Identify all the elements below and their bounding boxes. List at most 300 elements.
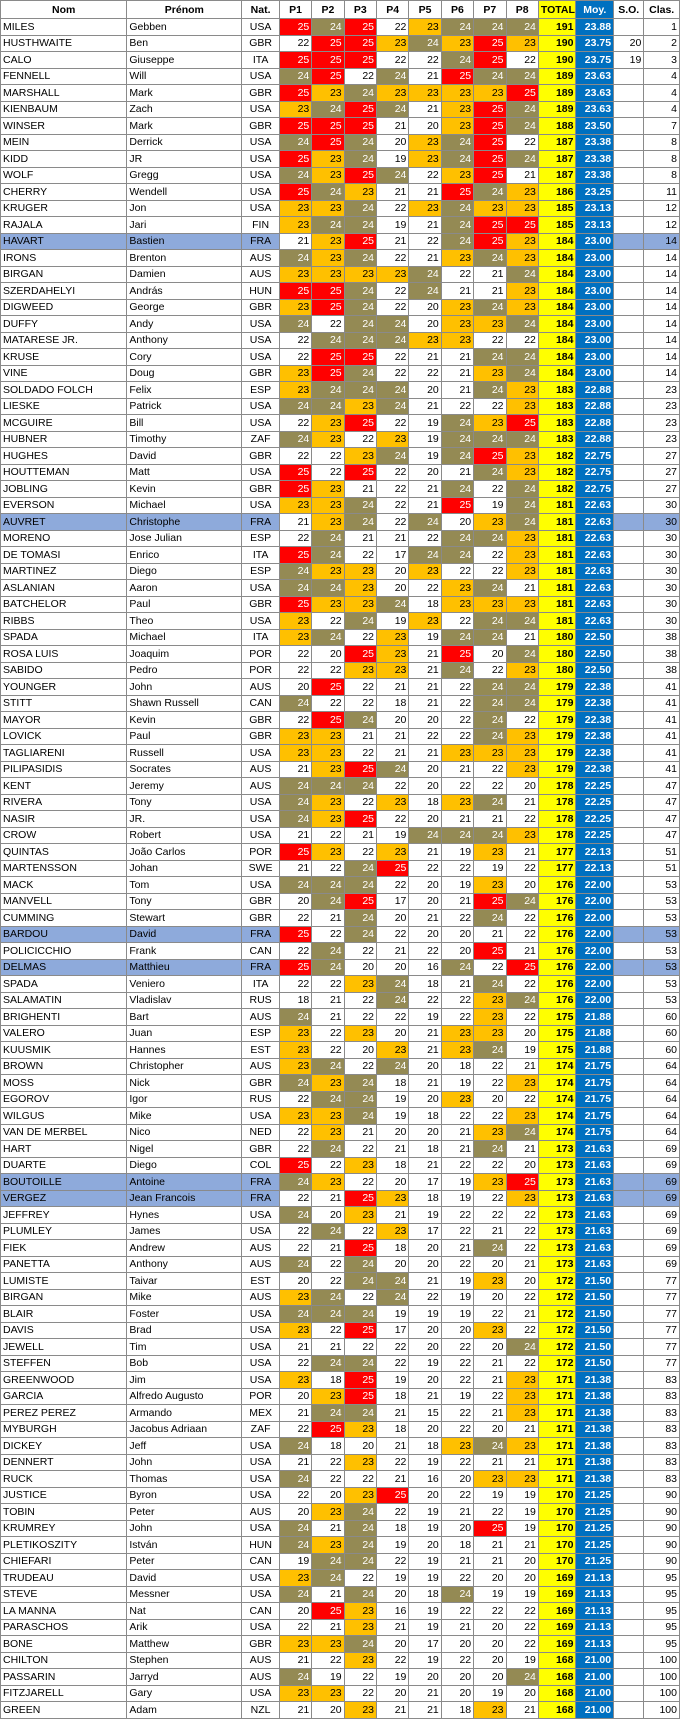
cell-so bbox=[614, 1454, 644, 1471]
cell-total: 184 bbox=[538, 299, 576, 316]
cell-clas: 95 bbox=[644, 1619, 680, 1636]
cell-total: 184 bbox=[538, 233, 576, 250]
cell-moy: 21.63 bbox=[576, 1223, 614, 1240]
cell-prenom: Christophe bbox=[127, 514, 242, 531]
cell-p5: 18 bbox=[409, 794, 441, 811]
cell-prenom: Michael bbox=[127, 629, 242, 646]
cell-p8: 23 bbox=[506, 1108, 538, 1125]
cell-p1: 24 bbox=[279, 877, 311, 894]
cell-p1: 22 bbox=[279, 646, 311, 663]
cell-nom: TAGLIARENI bbox=[1, 745, 127, 762]
cell-p8: 23 bbox=[506, 250, 538, 267]
cell-nat: USA bbox=[242, 1471, 280, 1488]
table-row bbox=[1, 794, 680, 811]
cell-nom: ROSA LUIS bbox=[1, 646, 127, 663]
cell-p6: 24 bbox=[441, 19, 473, 36]
cell-clas: 3 bbox=[644, 52, 680, 69]
cell-clas: 77 bbox=[644, 1339, 680, 1356]
table-row bbox=[1, 1438, 680, 1455]
cell-p4: 24 bbox=[377, 761, 409, 778]
cell-p6: 22 bbox=[441, 695, 473, 712]
cell-p2: 25 bbox=[312, 299, 344, 316]
cell-p1: 21 bbox=[279, 233, 311, 250]
cell-moy: 22.63 bbox=[576, 497, 614, 514]
cell-p3: 21 bbox=[344, 530, 376, 547]
cell-total: 171 bbox=[538, 1372, 576, 1389]
cell-prenom: Derrick bbox=[127, 134, 242, 151]
cell-nom: HART bbox=[1, 1141, 127, 1158]
cell-total: 172 bbox=[538, 1289, 576, 1306]
cell-p1: 23 bbox=[279, 1685, 311, 1702]
cell-p5: 21 bbox=[409, 695, 441, 712]
cell-p4: 19 bbox=[377, 217, 409, 234]
cell-p5: 19 bbox=[409, 629, 441, 646]
cell-p6: 21 bbox=[441, 1553, 473, 1570]
cell-p6: 22 bbox=[441, 1405, 473, 1422]
cell-p5: 18 bbox=[409, 596, 441, 613]
cell-so bbox=[614, 1685, 644, 1702]
cell-moy: 21.63 bbox=[576, 1190, 614, 1207]
cell-p3: 22 bbox=[344, 695, 376, 712]
cell-p7: 22 bbox=[474, 1075, 506, 1092]
cell-nat: USA bbox=[242, 811, 280, 828]
cell-p8: 25 bbox=[506, 959, 538, 976]
cell-p3: 23 bbox=[344, 596, 376, 613]
cell-nom: PEREZ PEREZ bbox=[1, 1405, 127, 1422]
cell-nat: SWE bbox=[242, 860, 280, 877]
cell-p3: 25 bbox=[344, 19, 376, 36]
cell-p8: 20 bbox=[506, 877, 538, 894]
cell-p8: 23 bbox=[506, 35, 538, 52]
cell-p7: 23 bbox=[474, 844, 506, 861]
cell-p4: 23 bbox=[377, 85, 409, 102]
cell-nom: RIBBS bbox=[1, 613, 127, 630]
cell-p4: 22 bbox=[377, 415, 409, 432]
cell-p5: 20 bbox=[409, 778, 441, 795]
cell-p3: 25 bbox=[344, 167, 376, 184]
cell-nom: RAJALA bbox=[1, 217, 127, 234]
cell-p6: 22 bbox=[441, 563, 473, 580]
cell-p2: 23 bbox=[312, 1124, 344, 1141]
cell-p6: 20 bbox=[441, 1636, 473, 1653]
cell-nat: GBR bbox=[242, 728, 280, 745]
header-p8: P8 bbox=[506, 1, 538, 19]
cell-p1: 23 bbox=[279, 299, 311, 316]
cell-p1: 21 bbox=[279, 1405, 311, 1422]
cell-p5: 20 bbox=[409, 1256, 441, 1273]
cell-p2: 23 bbox=[312, 233, 344, 250]
cell-clas: 41 bbox=[644, 712, 680, 729]
cell-p4: 22 bbox=[377, 464, 409, 481]
cell-p8: 24 bbox=[506, 151, 538, 168]
cell-moy: 22.00 bbox=[576, 992, 614, 1009]
cell-p5: 23 bbox=[409, 134, 441, 151]
cell-prenom: Tim bbox=[127, 1339, 242, 1356]
cell-p8: 24 bbox=[506, 68, 538, 85]
cell-prenom: Stewart bbox=[127, 910, 242, 927]
cell-p4: 21 bbox=[377, 1471, 409, 1488]
cell-p3: 22 bbox=[344, 1058, 376, 1075]
cell-p8: 20 bbox=[506, 1570, 538, 1587]
cell-so bbox=[614, 1108, 644, 1125]
cell-clas: 100 bbox=[644, 1669, 680, 1686]
cell-nat: USA bbox=[242, 184, 280, 201]
cell-p2: 23 bbox=[312, 844, 344, 861]
cell-p7: 22 bbox=[474, 959, 506, 976]
cell-p8: 24 bbox=[506, 514, 538, 531]
table-row bbox=[1, 1124, 680, 1141]
cell-prenom: Hynes bbox=[127, 1207, 242, 1224]
table-row bbox=[1, 844, 680, 861]
cell-p7: 21 bbox=[474, 1537, 506, 1554]
cell-total: 171 bbox=[538, 1405, 576, 1422]
cell-p1: 24 bbox=[279, 778, 311, 795]
cell-moy: 21.75 bbox=[576, 1058, 614, 1075]
cell-moy: 22.50 bbox=[576, 646, 614, 663]
cell-clas: 23 bbox=[644, 398, 680, 415]
cell-p5: 18 bbox=[409, 1438, 441, 1455]
table-row bbox=[1, 514, 680, 531]
cell-moy: 22.00 bbox=[576, 943, 614, 960]
cell-moy: 22.50 bbox=[576, 629, 614, 646]
cell-clas: 77 bbox=[644, 1355, 680, 1372]
cell-clas: 53 bbox=[644, 959, 680, 976]
cell-prenom: Veniero bbox=[127, 976, 242, 993]
cell-p2: 23 bbox=[312, 1636, 344, 1653]
cell-nom: BIRGAN bbox=[1, 266, 127, 283]
cell-p5: 22 bbox=[409, 530, 441, 547]
table-row bbox=[1, 992, 680, 1009]
cell-total: 171 bbox=[538, 1471, 576, 1488]
cell-moy: 23.75 bbox=[576, 52, 614, 69]
cell-p7: 21 bbox=[474, 1553, 506, 1570]
cell-p2: 22 bbox=[312, 926, 344, 943]
cell-p3: 24 bbox=[344, 514, 376, 531]
table-row bbox=[1, 959, 680, 976]
cell-p4: 17 bbox=[377, 1322, 409, 1339]
cell-p8: 21 bbox=[506, 1702, 538, 1719]
cell-p2: 23 bbox=[312, 1108, 344, 1125]
cell-prenom: Arik bbox=[127, 1619, 242, 1636]
cell-p4: 22 bbox=[377, 250, 409, 267]
cell-total: 181 bbox=[538, 580, 576, 597]
cell-p3: 22 bbox=[344, 1289, 376, 1306]
cell-moy: 22.00 bbox=[576, 877, 614, 894]
cell-prenom: Nico bbox=[127, 1124, 242, 1141]
cell-p5: 24 bbox=[409, 827, 441, 844]
cell-p4: 21 bbox=[377, 745, 409, 762]
cell-p6: 24 bbox=[441, 827, 473, 844]
cell-p3: 23 bbox=[344, 448, 376, 465]
table-row bbox=[1, 415, 680, 432]
cell-nat: HUN bbox=[242, 1537, 280, 1554]
cell-p8: 20 bbox=[506, 1273, 538, 1290]
cell-nat: ITA bbox=[242, 547, 280, 564]
cell-nat: USA bbox=[242, 332, 280, 349]
cell-p1: 24 bbox=[279, 250, 311, 267]
cell-p4: 23 bbox=[377, 266, 409, 283]
cell-prenom: Hannes bbox=[127, 1042, 242, 1059]
cell-so bbox=[614, 893, 644, 910]
cell-p4: 23 bbox=[377, 794, 409, 811]
cell-moy: 22.63 bbox=[576, 530, 614, 547]
cell-p4: 20 bbox=[377, 712, 409, 729]
cell-p5: 19 bbox=[409, 431, 441, 448]
cell-nom: PANETTA bbox=[1, 1256, 127, 1273]
cell-nom: POLICICCHIO bbox=[1, 943, 127, 960]
cell-prenom: Tony bbox=[127, 893, 242, 910]
cell-p4: 17 bbox=[377, 893, 409, 910]
cell-p3: 24 bbox=[344, 200, 376, 217]
table-row bbox=[1, 101, 680, 118]
cell-p4: 18 bbox=[377, 1388, 409, 1405]
cell-p1: 22 bbox=[279, 1141, 311, 1158]
cell-p2: 24 bbox=[312, 217, 344, 234]
cell-p4: 20 bbox=[377, 959, 409, 976]
table-row bbox=[1, 332, 680, 349]
cell-p4: 24 bbox=[377, 398, 409, 415]
cell-p7: 24 bbox=[474, 613, 506, 630]
cell-p6: 23 bbox=[441, 1042, 473, 1059]
cell-moy: 22.63 bbox=[576, 580, 614, 597]
cell-p1: 23 bbox=[279, 382, 311, 399]
table-row bbox=[1, 217, 680, 234]
table-row bbox=[1, 283, 680, 300]
cell-p6: 23 bbox=[441, 316, 473, 333]
cell-p4: 19 bbox=[377, 1372, 409, 1389]
cell-p5: 21 bbox=[409, 1702, 441, 1719]
cell-clas: 12 bbox=[644, 200, 680, 217]
cell-prenom: Juan bbox=[127, 1025, 242, 1042]
cell-p1: 20 bbox=[279, 1504, 311, 1521]
cell-prenom: Kevin bbox=[127, 712, 242, 729]
cell-clas: 83 bbox=[644, 1388, 680, 1405]
cell-p5: 22 bbox=[409, 860, 441, 877]
cell-p3: 24 bbox=[344, 250, 376, 267]
cell-p7: 23 bbox=[474, 316, 506, 333]
cell-nat: USA bbox=[242, 613, 280, 630]
cell-clas: 27 bbox=[644, 481, 680, 498]
cell-nom: WOLF bbox=[1, 167, 127, 184]
cell-nat: USA bbox=[242, 1306, 280, 1323]
cell-p2: 22 bbox=[312, 1273, 344, 1290]
cell-p2: 19 bbox=[312, 1669, 344, 1686]
cell-total: 178 bbox=[538, 827, 576, 844]
cell-p1: 22 bbox=[279, 530, 311, 547]
cell-p6: 23 bbox=[441, 299, 473, 316]
cell-so bbox=[614, 712, 644, 729]
cell-total: 176 bbox=[538, 910, 576, 927]
table-row bbox=[1, 679, 680, 696]
cell-prenom: Joaquim bbox=[127, 646, 242, 663]
cell-prenom: Giuseppe bbox=[127, 52, 242, 69]
cell-clas: 4 bbox=[644, 101, 680, 118]
cell-clas: 69 bbox=[644, 1207, 680, 1224]
cell-nom: MYBURGH bbox=[1, 1421, 127, 1438]
cell-total: 171 bbox=[538, 1421, 576, 1438]
cell-p2: 23 bbox=[312, 415, 344, 432]
cell-so bbox=[614, 827, 644, 844]
cell-p6: 22 bbox=[441, 728, 473, 745]
cell-so bbox=[614, 1207, 644, 1224]
cell-prenom: Gebben bbox=[127, 19, 242, 36]
cell-total: 189 bbox=[538, 101, 576, 118]
table-row bbox=[1, 1058, 680, 1075]
table-row bbox=[1, 1289, 680, 1306]
cell-p4: 18 bbox=[377, 1075, 409, 1092]
cell-p2: 23 bbox=[312, 151, 344, 168]
cell-p3: 24 bbox=[344, 497, 376, 514]
cell-p1: 24 bbox=[279, 580, 311, 597]
cell-p4: 20 bbox=[377, 563, 409, 580]
cell-p1: 23 bbox=[279, 217, 311, 234]
table-row bbox=[1, 1685, 680, 1702]
cell-p2: 22 bbox=[312, 662, 344, 679]
table-row bbox=[1, 35, 680, 52]
cell-p4: 20 bbox=[377, 1636, 409, 1653]
cell-total: 170 bbox=[538, 1553, 576, 1570]
cell-clas: 83 bbox=[644, 1421, 680, 1438]
header-moy: Moy. bbox=[576, 1, 614, 19]
cell-p6: 24 bbox=[441, 662, 473, 679]
cell-clas: 38 bbox=[644, 662, 680, 679]
cell-moy: 23.00 bbox=[576, 316, 614, 333]
cell-clas: 64 bbox=[644, 1091, 680, 1108]
cell-p2: 20 bbox=[312, 1702, 344, 1719]
cell-p4: 23 bbox=[377, 646, 409, 663]
cell-clas: 47 bbox=[644, 794, 680, 811]
cell-clas: 95 bbox=[644, 1570, 680, 1587]
cell-p2: 25 bbox=[312, 283, 344, 300]
cell-p4: 21 bbox=[377, 184, 409, 201]
cell-moy: 21.75 bbox=[576, 1091, 614, 1108]
cell-p8: 23 bbox=[506, 184, 538, 201]
cell-p8: 20 bbox=[506, 1553, 538, 1570]
cell-so bbox=[614, 1190, 644, 1207]
cell-p2: 24 bbox=[312, 1355, 344, 1372]
table-row bbox=[1, 1652, 680, 1669]
cell-p8: 23 bbox=[506, 1405, 538, 1422]
cell-so bbox=[614, 1487, 644, 1504]
cell-nom: PLUMLEY bbox=[1, 1223, 127, 1240]
cell-p6: 23 bbox=[441, 1025, 473, 1042]
cell-p6: 19 bbox=[441, 1289, 473, 1306]
cell-prenom: Jari bbox=[127, 217, 242, 234]
cell-p7: 24 bbox=[474, 431, 506, 448]
cell-moy: 21.88 bbox=[576, 1025, 614, 1042]
cell-nat: EST bbox=[242, 1273, 280, 1290]
cell-p1: 20 bbox=[279, 679, 311, 696]
cell-p1: 25 bbox=[279, 844, 311, 861]
cell-so bbox=[614, 167, 644, 184]
cell-p3: 22 bbox=[344, 844, 376, 861]
cell-prenom: JR bbox=[127, 151, 242, 168]
cell-p8: 21 bbox=[506, 844, 538, 861]
cell-p5: 21 bbox=[409, 398, 441, 415]
cell-total: 172 bbox=[538, 1306, 576, 1323]
cell-total: 184 bbox=[538, 250, 576, 267]
cell-moy: 22.00 bbox=[576, 976, 614, 993]
cell-p7: 22 bbox=[474, 662, 506, 679]
cell-p6: 23 bbox=[441, 118, 473, 135]
cell-moy: 21.38 bbox=[576, 1372, 614, 1389]
cell-moy: 23.13 bbox=[576, 200, 614, 217]
cell-p6: 22 bbox=[441, 1157, 473, 1174]
cell-moy: 21.63 bbox=[576, 1157, 614, 1174]
cell-total: 184 bbox=[538, 266, 576, 283]
cell-p6: 21 bbox=[441, 464, 473, 481]
table-row bbox=[1, 1603, 680, 1620]
cell-total: 174 bbox=[538, 1058, 576, 1075]
cell-nom: YOUNGER bbox=[1, 679, 127, 696]
cell-p1: 23 bbox=[279, 497, 311, 514]
cell-p2: 22 bbox=[312, 448, 344, 465]
table-row bbox=[1, 827, 680, 844]
cell-p1: 23 bbox=[279, 1322, 311, 1339]
cell-p6: 22 bbox=[441, 679, 473, 696]
cell-p8: 19 bbox=[506, 1586, 538, 1603]
cell-p6: 23 bbox=[441, 250, 473, 267]
cell-p2: 25 bbox=[312, 52, 344, 69]
cell-p7: 19 bbox=[474, 497, 506, 514]
cell-clas: 30 bbox=[644, 514, 680, 531]
cell-nat: NED bbox=[242, 1124, 280, 1141]
cell-nom: JEFFREY bbox=[1, 1207, 127, 1224]
cell-p4: 22 bbox=[377, 1504, 409, 1521]
cell-p5: 19 bbox=[409, 1619, 441, 1636]
table-row bbox=[1, 316, 680, 333]
cell-p6: 21 bbox=[441, 893, 473, 910]
table-row bbox=[1, 1388, 680, 1405]
cell-clas: 8 bbox=[644, 151, 680, 168]
cell-p2: 23 bbox=[312, 250, 344, 267]
cell-prenom: João Carlos bbox=[127, 844, 242, 861]
cell-p7: 22 bbox=[474, 1306, 506, 1323]
cell-p7: 20 bbox=[474, 1339, 506, 1356]
cell-p3: 22 bbox=[344, 629, 376, 646]
cell-p3: 24 bbox=[344, 1405, 376, 1422]
cell-p2: 23 bbox=[312, 563, 344, 580]
table-row bbox=[1, 1091, 680, 1108]
cell-p5: 19 bbox=[409, 1207, 441, 1224]
cell-p7: 19 bbox=[474, 1685, 506, 1702]
cell-p8: 24 bbox=[506, 992, 538, 1009]
cell-p6: 18 bbox=[441, 1702, 473, 1719]
cell-nat: ZAF bbox=[242, 431, 280, 448]
cell-so bbox=[614, 547, 644, 564]
cell-p5: 21 bbox=[409, 1388, 441, 1405]
cell-p8: 20 bbox=[506, 778, 538, 795]
header-total: TOTAL bbox=[538, 1, 576, 19]
cell-p4: 22 bbox=[377, 877, 409, 894]
cell-total: 174 bbox=[538, 1108, 576, 1125]
cell-nom: MARTINEZ bbox=[1, 563, 127, 580]
cell-nom: MORENO bbox=[1, 530, 127, 547]
cell-p5: 21 bbox=[409, 646, 441, 663]
cell-p5: 23 bbox=[409, 151, 441, 168]
cell-total: 182 bbox=[538, 464, 576, 481]
cell-moy: 22.63 bbox=[576, 596, 614, 613]
cell-p3: 25 bbox=[344, 811, 376, 828]
cell-prenom: Aaron bbox=[127, 580, 242, 597]
cell-p7: 23 bbox=[474, 745, 506, 762]
cell-nat: FRA bbox=[242, 1190, 280, 1207]
cell-p8: 22 bbox=[506, 52, 538, 69]
cell-p3: 22 bbox=[344, 68, 376, 85]
cell-prenom: Jim bbox=[127, 1372, 242, 1389]
cell-p2: 23 bbox=[312, 1537, 344, 1554]
cell-prenom: Robert bbox=[127, 827, 242, 844]
